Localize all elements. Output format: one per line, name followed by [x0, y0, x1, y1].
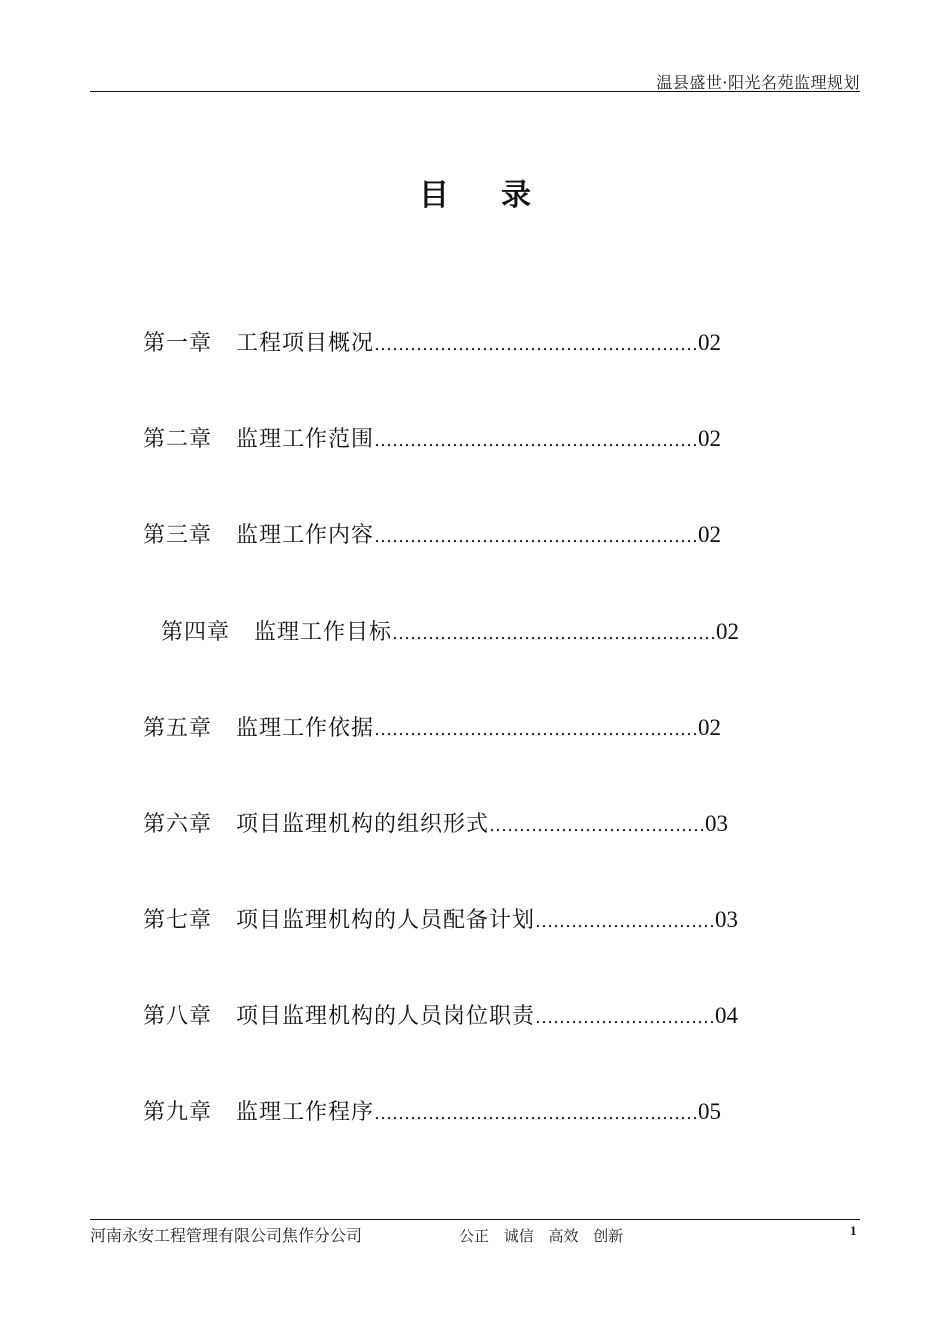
- toc-entry[interactable]: [143, 711, 721, 742]
- toc-page-number: 04: [715, 1003, 739, 1028]
- toc-page-number: 03: [715, 907, 739, 932]
- footer-page-number: 1: [850, 1223, 857, 1238]
- toc-leader-dots: ………………………………………………: [392, 623, 717, 644]
- toc-entry-title: 监理工作内容: [236, 523, 375, 548]
- toc-entry[interactable]: [143, 999, 738, 1030]
- toc-entry[interactable]: [143, 807, 728, 838]
- toc-entry-title: 监理工作程序: [236, 1100, 375, 1125]
- toc-chapter-label: 第二章: [143, 427, 213, 452]
- toc-chapter-label: 第一章: [143, 331, 213, 356]
- toc-chapter-label: 第八章: [143, 1004, 213, 1029]
- toc-entry[interactable]: [143, 518, 721, 549]
- toc-entry[interactable]: [143, 422, 721, 453]
- toc-entry-title: 监理工作目标: [254, 620, 393, 645]
- toc-leader-dots: ………………………………………………: [374, 334, 699, 355]
- toc-entry-title: 工程项目概况: [236, 331, 375, 356]
- toc-entry-title: 监理工作范围: [236, 427, 375, 452]
- toc-chapter-label: 第七章: [143, 908, 213, 933]
- toc-chapter-label: 第四章: [161, 620, 231, 645]
- toc-leader-dots: …………………………: [535, 1007, 716, 1028]
- toc-leader-dots: ………………………………………………: [374, 719, 699, 740]
- footer-motto: 公正 诚信 高效 创新: [459, 1227, 624, 1245]
- toc-entry-title: 项目监理机构的人员岗位职责: [236, 1004, 536, 1029]
- toc-page-number: 02: [698, 522, 722, 547]
- toc-page-number: 02: [698, 330, 722, 355]
- toc-entry-title: 监理工作依据: [236, 716, 375, 741]
- toc-chapter-label: 第三章: [143, 523, 213, 548]
- toc-entry[interactable]: [143, 326, 721, 357]
- toc-page-number: 02: [698, 426, 722, 451]
- toc-chapter-label: 第九章: [143, 1100, 213, 1125]
- header-title: 温县盛世·阳光名苑监理规划: [656, 73, 860, 92]
- footer-company: 河南永安工程管理有限公司焦作分公司: [90, 1226, 363, 1245]
- toc-entry-title: 项目监理机构的人员配备计划: [236, 908, 536, 933]
- toc-leader-dots: …………………………: [535, 911, 716, 932]
- toc-leader-dots: ………………………………………………: [374, 1103, 699, 1124]
- toc-entry-title: 项目监理机构的组织形式: [236, 812, 490, 837]
- footer-divider: [90, 1219, 860, 1220]
- page-header: [90, 64, 860, 92]
- toc-leader-dots: ………………………………………………: [374, 526, 699, 547]
- toc-entry[interactable]: [143, 1095, 721, 1126]
- toc-page-number: 03: [705, 811, 729, 836]
- toc-entry[interactable]: [161, 615, 739, 646]
- toc-page-number: 02: [698, 715, 722, 740]
- page-title: 目录: [419, 178, 583, 213]
- toc-leader-dots: ………………………………: [489, 815, 706, 836]
- toc-chapter-label: 第六章: [143, 812, 213, 837]
- toc-entry[interactable]: [143, 903, 738, 934]
- toc-chapter-label: 第五章: [143, 716, 213, 741]
- toc-page-number: 02: [716, 619, 740, 644]
- toc-leader-dots: ………………………………………………: [374, 430, 699, 451]
- toc-page-number: 05: [698, 1099, 722, 1124]
